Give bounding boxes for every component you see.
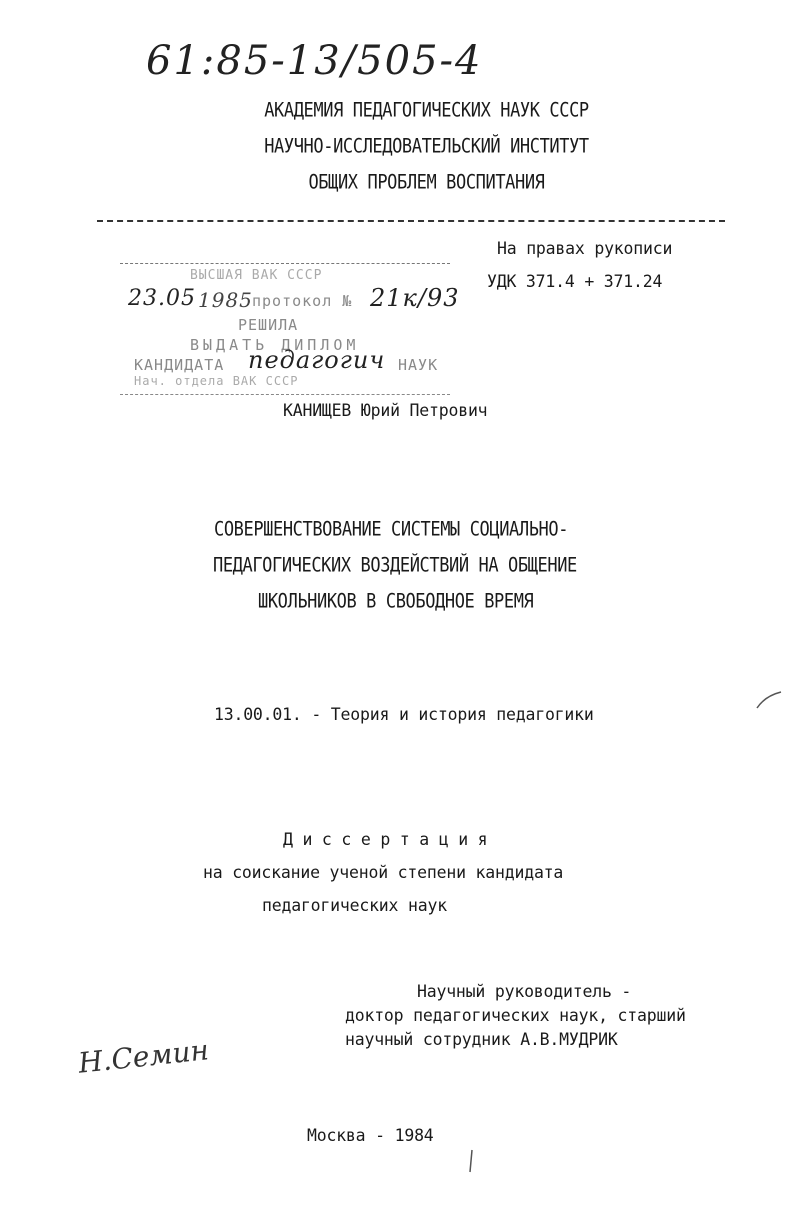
handwritten-signature: Н.Семин: [76, 1033, 211, 1080]
title-line-2: ПЕДАГОГИЧЕСКИХ ВОЗДЕЙСТВИЙ НА ОБЩЕНИЕ: [213, 554, 577, 577]
stamp-issue-diploma: ВЫДАТЬ ДИПЛОМ: [190, 336, 360, 354]
dissertation-field-line: педагогических наук: [262, 896, 447, 915]
header-divider: [97, 220, 725, 222]
stamp-top-line: ВЫСШАЯ ВАК СССР: [190, 268, 323, 283]
vak-stamp: [120, 263, 460, 395]
stamp-protocol-number: 21к/93: [370, 284, 460, 312]
pen-mark-bottom: [466, 1148, 478, 1174]
stamp-decision: РЕШИЛА: [238, 316, 299, 334]
supervisor-degree: доктор педагогических наук, старший: [345, 1006, 686, 1025]
supervisor-label: Научный руководитель -: [417, 982, 632, 1001]
stamp-field-handwritten: педагогич: [248, 346, 386, 374]
udk-code: УДК 371.4 + 371.24: [487, 272, 663, 291]
header-academy: АКАДЕМИЯ ПЕДАГОГИЧЕСКИХ НАУК СССР: [264, 99, 589, 122]
title-line-1: СОВЕРШЕНСТВОВАНИЕ СИСТЕМЫ СОЦИАЛЬНО-: [214, 518, 569, 541]
specialty-code: 13.00.01. - Теория и история педагогики: [214, 705, 594, 724]
rights-note: На правах рукописи: [497, 239, 673, 258]
header-problems: ОБЩИХ ПРОБЛЕМ ВОСПИТАНИЯ: [308, 171, 545, 194]
author-name: КАНИЩЕВ Юрий Петрович: [283, 401, 488, 420]
stamp-bottom-line: Нач. отдела ВАК СССР: [134, 374, 299, 388]
header-institute: НАУЧНО-ИССЛЕДОВАТЕЛЬСКИЙ ИНСТИТУТ: [264, 135, 589, 158]
dissertation-degree-line: на соискание ученой степени кандидата: [203, 863, 564, 882]
stamp-degree: КАНДИДАТА: [134, 356, 225, 374]
stamp-year: 1985: [198, 288, 253, 312]
dissertation-heading: Д и с с е р т а ц и я: [283, 830, 488, 849]
city-year: Москва - 1984: [307, 1126, 434, 1145]
stamp-protocol-label: протокол №: [252, 292, 353, 310]
stamp-date: 23.05: [128, 286, 196, 311]
pen-mark-right: [755, 688, 785, 712]
supervisor-name: научный сотрудник А.В.МУДРИК: [345, 1030, 618, 1049]
stamp-science: НАУК: [398, 356, 439, 374]
archive-number: 61:85-13/505-4: [146, 38, 483, 84]
title-line-3: ШКОЛЬНИКОВ В СВОБОДНОЕ ВРЕМЯ: [258, 590, 534, 613]
